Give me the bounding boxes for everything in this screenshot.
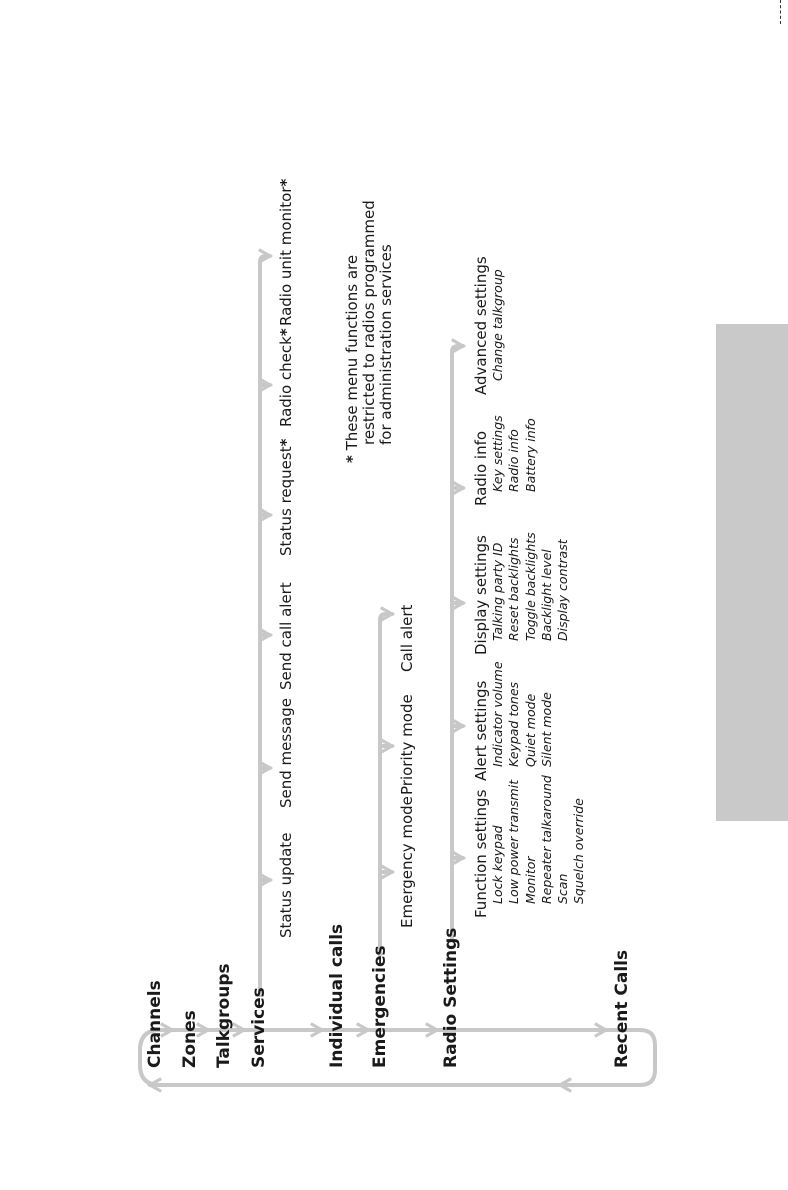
services-send-message: Send message [277, 698, 295, 808]
function-settings-group: Function settings Lock keypad Low power transmit Monitor Repeater talkaround Scan Squelch override [472, 775, 587, 918]
services-status-request: Status request* [277, 438, 295, 556]
menu-radio-settings: Radio Settings [441, 927, 461, 1068]
advanced-settings-group: Advanced settings Change talkgroup [472, 256, 505, 395]
emergencies-priority-mode: Priority mode [398, 694, 416, 795]
radio-info-group: Radio info Key settings Radio info Battery info [472, 415, 538, 506]
menu-services: Services [249, 987, 269, 1068]
menu-emergencies: Emergencies [370, 945, 390, 1068]
services-radio-unit-monitor: Radio unit monitor* [277, 178, 295, 326]
services-radio-check: Radio check* [277, 328, 295, 427]
menu-channels: Channels [145, 980, 165, 1068]
services-branch [260, 256, 270, 995]
radio-settings-branch [452, 346, 463, 938]
services-send-call-alert: Send call alert [277, 582, 295, 690]
menu-talkgroups: Talkgroups [214, 963, 234, 1068]
emergencies-branch [380, 614, 392, 955]
display-settings-group: Display settings Talking party ID Reset backlights Toggle backlights Backlight level Display contrast [472, 532, 571, 655]
footnote: * These menu functions are restricted to radios programmed for administration services [343, 200, 395, 463]
emergencies-emergency-mode: Emergency mode [398, 796, 416, 928]
services-status-update: Status update [277, 832, 295, 938]
menu-recent-calls: Recent Calls [612, 949, 632, 1068]
emergencies-call-alert: Call alert [398, 604, 416, 672]
menu-individual-calls: Individual calls [327, 923, 347, 1068]
alert-settings-group: Alert settings Indicator volume Keypad tones Quiet mode Silent mode [472, 661, 554, 781]
menu-zones: Zones [180, 1010, 200, 1068]
footnote-asterisk: * [343, 455, 361, 463]
